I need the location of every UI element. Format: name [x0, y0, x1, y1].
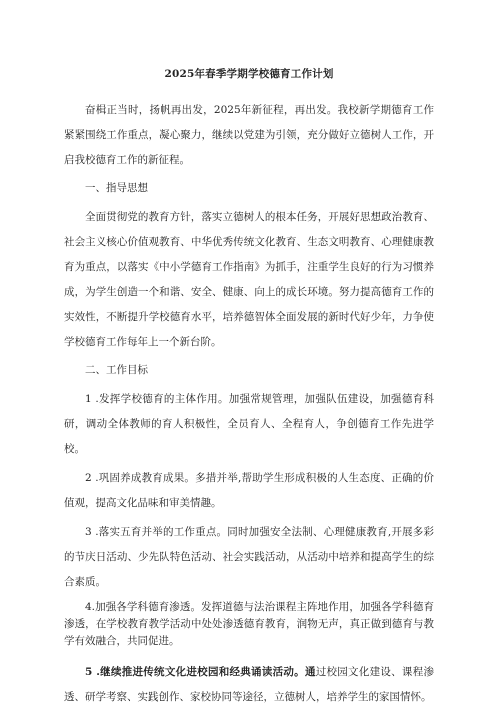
document-title: 2025年春季学期学校德育工作计划 — [164, 68, 334, 80]
goal-item-4: 4.加强各学科德育渗透。发挥道德与法治课程主阵地作用，加强各学科德育渗透，在学校教育教学活动中处处渗透德育教育，润物无声，真正做到德育与教学有效融合，共同促进。 — [64, 601, 434, 647]
goal-item-5 — [64, 660, 434, 710]
section-heading-work-goals: 二、工作目标 — [85, 364, 148, 376]
goal-item-2: 2 .巩固养成教育成果。多措并举,帮助学生形成积极的人生态度、正确的价值观，提高文化品味和审美情趣。 — [64, 472, 434, 509]
section-heading-guiding-ideology: 一、指导思想 — [85, 182, 148, 194]
intro-paragraph: 奋楫正当时，扬帆再出发，2025年新征程，再出发。我校新学期德育工作紧紧围绕工作重点，凝心聚力，继续以党建为引领，充分做好立德树人工作，开启我校德育工作的新征程。 — [64, 104, 434, 166]
guiding-ideology-paragraph: 全面贯彻党的教育方针，落实立德树人的根本任务，开展好思想政治教育、社会主义核心价值观教育、中华优秀传统文化教育、生态文明教育、心理健康教育为重点，以落实《中小学德育工作指南》为抓手，注重学生良好的行为习惯养成，为学生创造一个和谐、安全、健康、向上的成长环境。努力提高德育工作的实效性，不断提升学校德育水平，培养德智体全面发展的新时代好少年，力争使学校德育工作每年上一个新台阶。 — [64, 211, 434, 348]
goal-item-5-lead: 5 .继续推进传统文化进校园和经典诵读活动。通 — [85, 666, 316, 678]
goal-item-3: 3 .落实五育并举的工作重点。同时加强安全法制、心理健康教育,开展多彩的节庆日活动、少先队特色活动、社会实践活动，从活动中培养和提高学生的综合素质。 — [64, 526, 434, 588]
goal-item-1: 1 .发挥学校德育的主体作用。加强常规管理，加强队伍建设，加强德育科研，调动全体教师的育人积极性，全员育人、全程育人，争创德育工作先进学校。 — [64, 393, 434, 455]
goal-item-5-rest: 过校园文化建设、课程渗透、研学考察、实践创作、家校协同等途径，立德树人，培养学生的家国情怀。 — [64, 666, 434, 703]
